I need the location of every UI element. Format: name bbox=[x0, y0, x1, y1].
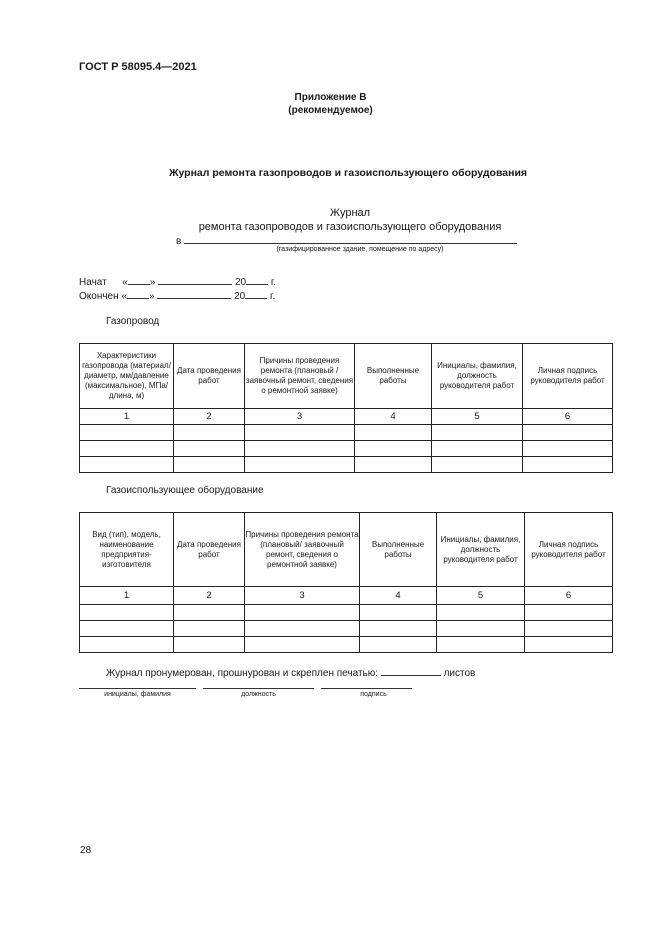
column-number: 2 bbox=[174, 409, 245, 425]
started-line bbox=[79, 275, 276, 288]
column-number: 6 bbox=[525, 587, 613, 605]
standard-number: ГОСТ Р 58095.4—2021 bbox=[79, 61, 197, 73]
position-line bbox=[203, 688, 314, 689]
column-number: 1 bbox=[80, 409, 174, 425]
quote-close: » bbox=[149, 277, 156, 288]
column-number: 1 bbox=[80, 587, 174, 605]
column-number: 3 bbox=[245, 409, 355, 425]
table2-caption: Газоиспользующее оборудование bbox=[106, 485, 264, 496]
year-suffix: г. bbox=[270, 291, 276, 302]
column-number: 4 bbox=[355, 409, 432, 425]
header-cell: Причины проведения ремонта (плановый/ заявочный ремонт, сведения о ремонтной заявке) bbox=[245, 513, 360, 587]
footer-statement-line bbox=[106, 666, 475, 679]
year-prefix: 20 bbox=[234, 291, 246, 302]
table1-caption: Газопровод bbox=[106, 316, 160, 327]
year-suffix: г. bbox=[270, 277, 277, 288]
finished-line bbox=[79, 289, 275, 302]
initials-caption: инициалы, фамилия bbox=[104, 691, 171, 698]
header-cell: Личная подпись руководителя работ bbox=[523, 344, 613, 409]
quote-open: « bbox=[122, 277, 128, 288]
location-hint: (газифицированное здание, помещение по адресу) bbox=[276, 246, 444, 253]
in-label: в bbox=[176, 236, 182, 247]
location-field bbox=[184, 234, 517, 244]
started-label: Начат bbox=[79, 277, 107, 288]
header-cell: Выполненные работы bbox=[355, 344, 432, 409]
finished-month-field bbox=[157, 289, 231, 299]
equipment-table bbox=[79, 512, 613, 653]
header-cell: Причины проведения ремонта (плановый /заявочный ремонт, сведения о ремонтной заявке) bbox=[245, 344, 355, 409]
header-cell: Инициалы, фамилия, должность руководителя работ bbox=[432, 344, 523, 409]
finished-year-field bbox=[245, 289, 267, 299]
page-number: 28 bbox=[80, 845, 92, 856]
started-year-field bbox=[246, 275, 268, 285]
section-title: Журнал ремонта газопроводов и газоиспользующего оборудования bbox=[168, 167, 528, 179]
signature-line bbox=[321, 688, 412, 689]
column-number: 6 bbox=[523, 409, 613, 425]
column-number: 3 bbox=[245, 587, 360, 605]
pipeline-table bbox=[79, 343, 613, 473]
header-cell: Дата проведения работ bbox=[174, 513, 245, 587]
table-row bbox=[80, 621, 613, 637]
started-month-field bbox=[158, 275, 232, 285]
year-prefix: 20 bbox=[234, 277, 247, 288]
column-number: 2 bbox=[174, 587, 245, 605]
signature-caption: подпись bbox=[360, 691, 387, 698]
appendix-subtitle: (рекомендуемое) bbox=[288, 105, 373, 116]
started-day-field bbox=[128, 275, 150, 285]
finished-label: Окончен bbox=[79, 291, 119, 302]
header-cell: Характеристики газопровода (материал/диаметр, мм/давление (максимальное), МПа/длина, м) bbox=[80, 344, 174, 409]
position-caption: должность bbox=[241, 691, 276, 698]
column-number: 4 bbox=[360, 587, 437, 605]
quote-open: « bbox=[121, 291, 127, 302]
sheets-label: листов bbox=[443, 668, 476, 679]
journal-title-line2: ремонта газопроводов и газоиспользующего оборудования bbox=[198, 221, 502, 233]
table-row bbox=[80, 637, 613, 653]
appendix-title: Приложение В bbox=[294, 92, 367, 103]
header-cell: Выполненные работы bbox=[360, 513, 437, 587]
footer-statement: Журнал пронумерован, прошнурован и скреплен печатью: bbox=[106, 668, 379, 679]
header-cell: Инициалы, фамилия, должность руководителя работ bbox=[437, 513, 525, 587]
header-cell: Личная подпись руководителя работ bbox=[525, 513, 613, 587]
column-number: 5 bbox=[432, 409, 523, 425]
initials-line bbox=[79, 688, 196, 689]
finished-day-field bbox=[127, 289, 149, 299]
sheets-count-field bbox=[381, 666, 441, 676]
header-cell: Вид (тип), модель, наименование предприятия-изготовителя bbox=[80, 513, 174, 587]
table-row bbox=[80, 605, 613, 621]
table-row bbox=[80, 441, 613, 457]
table-row bbox=[80, 425, 613, 441]
quote-close: » bbox=[149, 291, 155, 302]
column-number: 5 bbox=[437, 587, 525, 605]
journal-title-line1: Журнал bbox=[329, 207, 371, 219]
table-row bbox=[80, 457, 613, 473]
header-cell: Дата проведения работ bbox=[174, 344, 245, 409]
